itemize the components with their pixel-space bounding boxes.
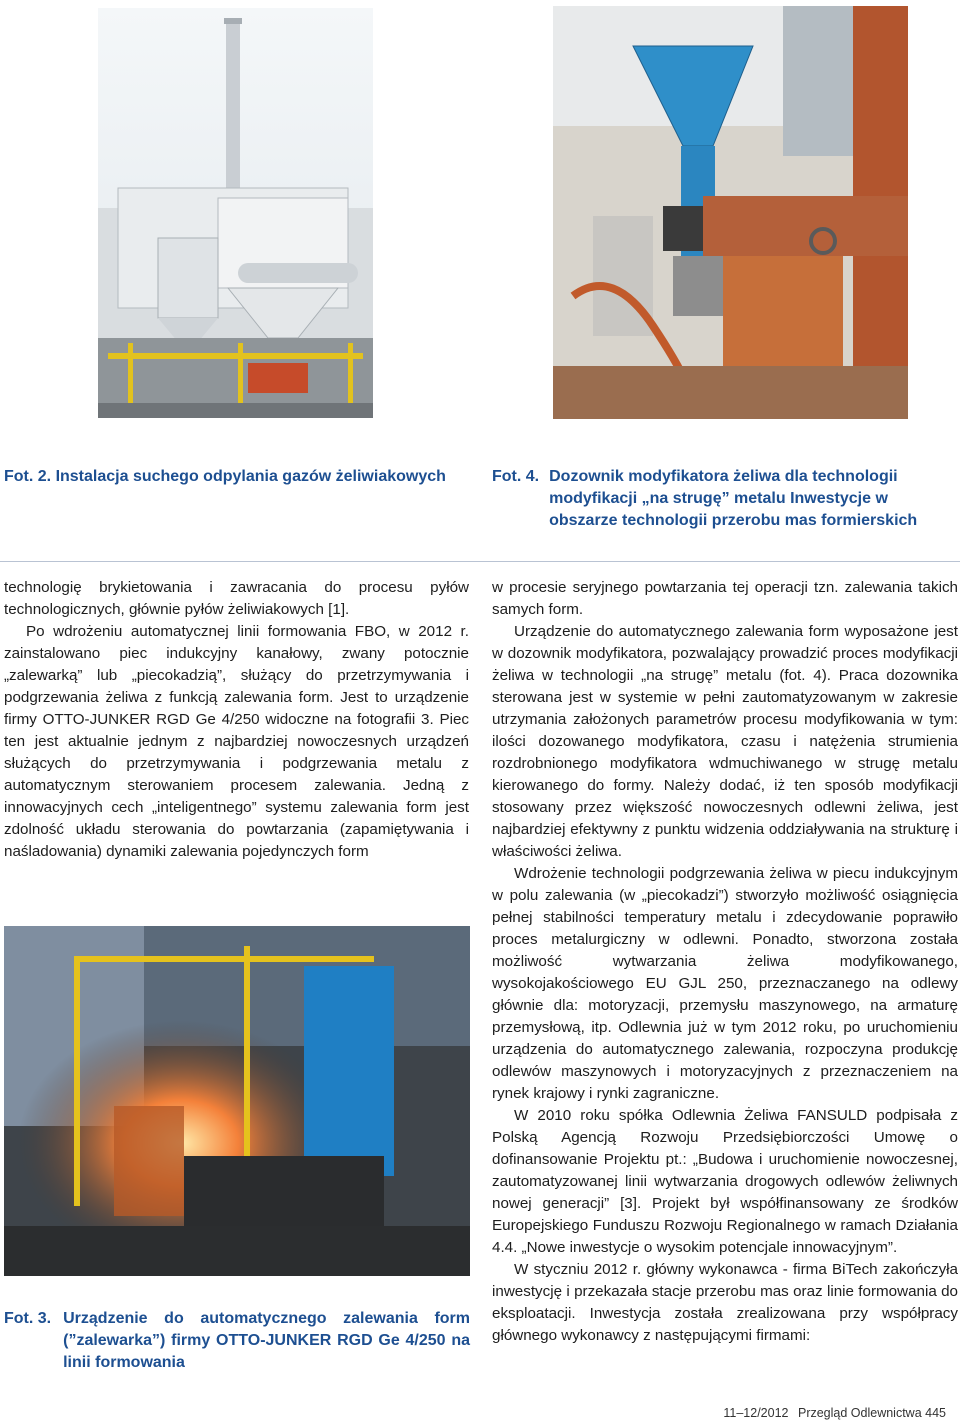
caption-fig2-number: Fot. 2. — [4, 468, 52, 485]
caption-fig3 — [4, 1308, 470, 1374]
right-paragraph: Wdrożenie technologii podgrzewania żeliwa w piecu indukcyjnym w polu zalewania (w „piecokadzi”) stworzyło możliwość osiągnięcia pełnej stabilności temperatury metalu i zdecydowanie poprawiło proces metalurgiczny w odlewni. Ponadto, stworzona została możliwość wytwarzania żeliwa modyfikowanego, wysokojakościowego EU GJL 250, przeznaczanego na odlewy głównie dla: motoryzacji, przemysłu maszynowego, na armaturę przemysłową, itp. Odlewnia już w tym 2012 roku, po uruchomieniu urządzenia do automatycznego zalewania, rozpoczyna produkcję odlewów maszynowych i motoryzacyjnych z przeznaczeniem na rynek krajowy i rynki zagraniczne. — [492, 865, 958, 1102]
photo-pouring-furnace — [4, 926, 470, 1276]
right-paragraph: w procesie seryjnego powtarzania tej operacji tzn. zalewania takich samych form. — [492, 579, 958, 618]
left-paragraph: Po wdrożeniu automatycznej linii formowania FBO, w 2012 r. zainstalowano piec indukcyjny kanałowy, zwany potocznie „zalewarką” lub „piecokadzią”, służący do przetrzymywania i podgrzewania żeliwa z funkcją zalewania form. Jest to urządzenie firmy OTTO-JUNKER RGD Ge 4/250 widoczne na fotografii 3. Piec ten jest aktualnie jednym z najbardziej nowoczesnych urządzeń służących do przetrzymywania i podgrzewania metalu z automatycznym sterowaniem procesem zalewania. Jedną z innowacyjnych cech „inteligentnego” systemu zalewania form jest zdolność układu sterowania do powtarzania (zapamiętywania i naśladowania) dynamiki zalewania pojedynczych form — [4, 623, 469, 860]
photo-modifier-dispenser — [553, 6, 908, 419]
caption-fig3-number: Fot. 3. — [4, 1310, 52, 1327]
page-footer — [723, 1406, 946, 1420]
right-paragraph: W 2010 roku spółka Odlewnia Żeliwa FANSULD podpisała z Polską Agencją Rozwoju Przedsiębiorczości Umowę o dofinansowanie Projektu pt.: „Budowa i uruchomienie nowoczesnej, zautomatyzowanej linii wytwarzania drogowych odlewów żeliwnych nowej generacji” [3]. Projekt był współfinansowany ze środków Europejskiego Funduszu Rozwoju Regionalnego w ramach Działania 4.4. „Nowe inwestycje o wysokim potencjale innowacyjnym”. — [492, 1107, 958, 1256]
caption-fig4-number: Fot. 4. — [492, 468, 540, 485]
right-paragraph: W styczniu 2012 r. główny wykonawca - firma BiTech zakończyła inwestycję i przekazała stacje przerobu mas oraz linie formowania do eksploatacji. Inwestycja została zrealizowana przy współpracy głównego wykonawcy z następującymi firmami: — [492, 1261, 958, 1344]
right-paragraph: Urządzenie do automatycznego zalewania form wyposażone jest w dozownik modyfikatora, pozwalający prowadzić proces modyfikacji żeliwa w technologii „na strugę” metalu (fot. 4). Praca dozownika sterowana jest w systemie w pełni zautomatyzowanym w zakresie utrzymania założonych parametrów procesu modyfikowania w tym: ilości dozowanego modyfikatora, czasu i natężenia strumienia rozdrobnionego modyfikatora wdmuchiwanego w strugę metalu kierowanego do formy. Należy dodać, iż ten sposób modyfikacji stosowany przez większość nowoczesnych odlewni żeliwa, jest najbardziej efektywny z punktu widzenia oddziaływania na strukturę i właściwości żeliwa. — [492, 623, 958, 860]
caption-fig2-text: Instalacja suchego odpylania gazów żeliwiakowych — [55, 468, 446, 485]
right-column — [492, 577, 958, 1347]
caption-fig3-text: Urządzenie do automatycznego zalewania form (”zalewarka”) firmy OTTO-JUNKER RGD Ge 4/250 na linii formowania — [63, 1310, 470, 1371]
footer-page-number: 445 — [925, 1406, 946, 1420]
photo-dust-extraction — [98, 8, 373, 418]
caption-fig2 — [4, 466, 474, 488]
section-divider — [0, 561, 960, 562]
caption-fig4 — [492, 466, 958, 532]
footer-journal: Przegląd Odlewnictwa — [797, 1406, 922, 1420]
caption-fig4-text: Dozownik modyfikatora żeliwa dla technologii modyfikacji „na strugę” metalu Inwestycje w obszarze technologii przerobu mas formierskich — [549, 468, 918, 529]
left-column — [4, 577, 469, 863]
left-paragraph: technologię brykietowania i zawracania do procesu pyłów technologicznych, głównie pyłów żeliwiakowych [1]. — [4, 579, 469, 618]
footer-issue: 11–12/2012 — [723, 1406, 789, 1420]
